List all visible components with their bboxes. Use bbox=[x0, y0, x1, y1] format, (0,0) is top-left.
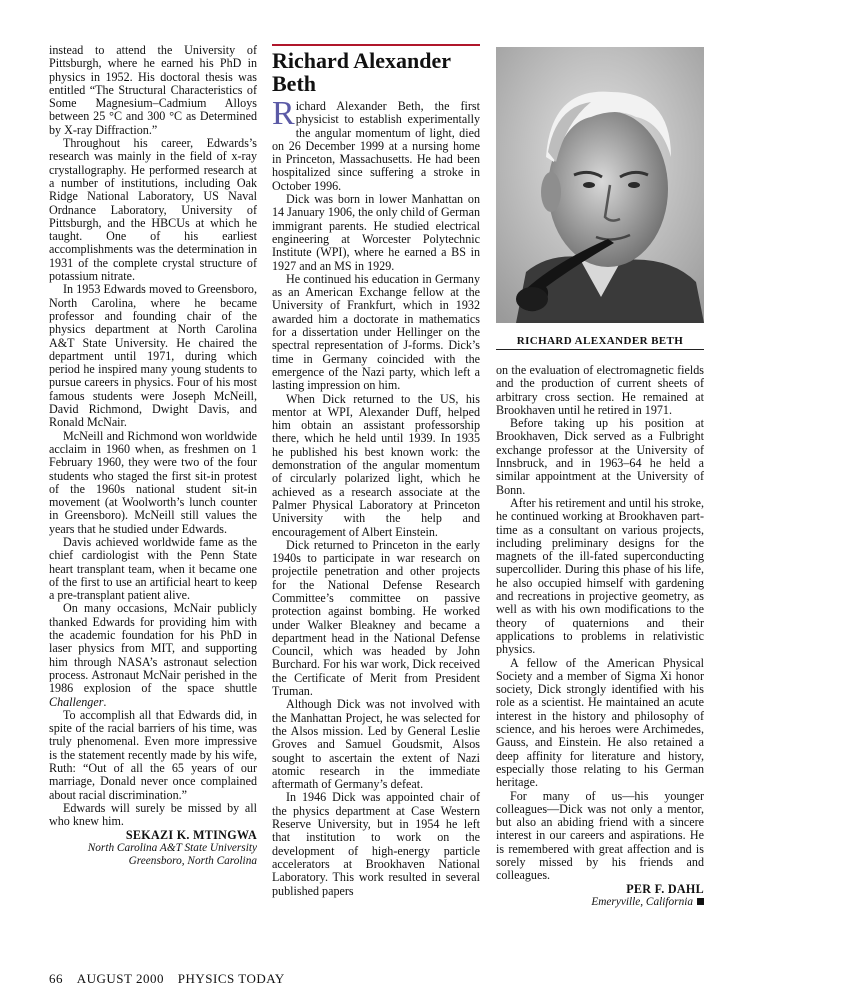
author-location bbox=[496, 896, 704, 909]
paragraph: When Dick returned to the US, his mentor at WPI, Alexander Duff, helped him obtain an assistant professorship there, which he held until 1939. In 1935 he published his best known work: the demonstration of the angular momentum of circularly polarized light, which he achieved as a research associate at the Palmer Physical Laboratory at Princeton University with the help and encouragement of Albert Einstein. bbox=[272, 391, 480, 539]
beth-obituary-column-2 bbox=[496, 364, 704, 909]
page-number: 66 bbox=[49, 971, 63, 986]
caption-rule bbox=[496, 349, 704, 350]
paragraph: In 1953 Edwards moved to Greensboro, North Carolina, where he became professor and founding chair of the physics department at North Carolina A&T State University. He chaired the department until 1971, during which period he inspired many young students to pursue careers in physics. Four of his most famous students were Joseph McNeill, David Richmond, Dwight Davis, and Ronald McNair. bbox=[49, 282, 257, 430]
drop-cap: R bbox=[272, 95, 295, 132]
author-name: PER F. DAHL bbox=[626, 881, 704, 896]
paragraph: Dick returned to Princeton in the early 1940s to participate in war research on projectile penetration and other projects for the National Defense Research Committee’s committee on passive protection against bombing. He worked under Walker Bleakney and became a department head in the National Defense Council, which was headed by John Burchard. For his war work, Dick received the Certificate of Merit from President Truman. bbox=[272, 537, 480, 699]
paragraph-text: . bbox=[103, 694, 107, 709]
paragraph: For many of us—his younger colleagues—Dick was not only a mentor, but also an abiding friend with a sincere interest in our careers and aspirations. He is remembered with great affection and is sorely missed by his friends and colleagues. bbox=[496, 788, 704, 883]
author-location: Greensboro, North Carolina bbox=[128, 854, 257, 867]
portrait-photo bbox=[496, 47, 704, 323]
paragraph: He continued his education in Germany as an American Exchange fellow at the University of Frankfurt, which in 1932 awarded him a doctorate in mathematics for a dissertation under Hellinger on the spectral representation of J-forms. Dick’s time in Germany coincided with the emergence of the Nazi party, which left a lasting impression on him. bbox=[272, 271, 480, 393]
author-signature bbox=[49, 829, 257, 842]
paragraph-text: ichard Alexander Beth, the first physicist to establish experimentally the angular momentum of light, died on 26 December 1999 at a nursing home in Princeton, Massachusetts. He had been hospitalized since suffering a stroke in October 1996. bbox=[272, 99, 480, 193]
page-footer bbox=[49, 971, 295, 987]
paragraph: In 1946 Dick was appointed chair of the physics department at Case Western Reserve University, but in 1954 he left that institution to work on the development of high-energy particle accelerators at Brookhaven National Laboratory. This work resulted in several published papers bbox=[272, 790, 480, 898]
paragraph: McNeill and Richmond won worldwide acclaim in 1960 when, as freshmen on 1 February 1960, they were two of the four students who staged the first sit-in protest of the 1960s national student sit-in movement (at Woolworth’s lunch counter in Greensboro). McNeill still values the years that he studied under Edwards. bbox=[49, 428, 257, 536]
portrait-illustration bbox=[496, 47, 704, 323]
paragraph: Throughout his career, Edwards’s research was mainly in the field of x-ray crystallography. He performed research at a number of institutions, including Oak Ridge National Laboratory, US Naval Ordnance Laboratory, University of Pittsburgh, and the HBCUs at which he taught. One of his earliest accomplishments was the determination in 1931 of the complete crystal structure of potassium nitrate. bbox=[49, 136, 257, 284]
author-name: SEKAZI K. MTINGWA bbox=[125, 827, 257, 842]
paragraph: Before taking up his position at Brookhaven, Dick served as a Fulbright exchange professor at the University of Innsbruck, and in 1963–64 he held a similar appointment at the University of Bonn. bbox=[496, 416, 704, 497]
paragraph: Davis achieved worldwide fame as the chief cardiologist with the Penn State heart transplant team, when it became one of the first to use an artificial heart to keep a pre-transplant patient alive. bbox=[49, 534, 257, 603]
paragraph: Edwards will surely be missed by all who knew him. bbox=[49, 800, 257, 829]
previous-obituary-column bbox=[49, 44, 257, 867]
magazine-name: PHYSICS TODAY bbox=[177, 971, 285, 986]
photo-caption: RICHARD ALEXANDER BETH bbox=[516, 335, 684, 347]
beth-obituary-column-1 bbox=[272, 44, 480, 898]
obituary-title: Richard Alexander Beth bbox=[272, 48, 451, 96]
end-mark-icon bbox=[697, 898, 704, 905]
paragraph bbox=[49, 602, 257, 708]
title-rule bbox=[272, 44, 480, 46]
paragraph: instead to attend the University of Pittsburgh, where he earned his PhD in physics in 1952. His doctoral thesis was entitled “The Structural Characteristics of Some Magnesium–Cadmium Alloys between 25 °C and 300 °C as Determined by X-ray Diffraction.” bbox=[49, 43, 257, 137]
paragraph: on the evaluation of electromagnetic fields and the production of current sheets of arbitrary cross section. He remained at Brookhaven until he retired in 1971. bbox=[496, 363, 704, 417]
paragraph: Although Dick was not involved with the Manhattan Project, he was selected for the Alsos mission. Led by General Leslie Groves and Samuel Goudsmit, Alsos sought to ascertain the extent of Nazi atomic research in the immediate aftermath of Germany’s defeat. bbox=[272, 697, 480, 792]
author-affiliation: North Carolina A&T State University bbox=[87, 841, 257, 854]
paragraph: Dick was born in lower Manhattan on 14 January 1906, the only child of German immigrant parents. He studied electrical engineering at Worcester Polytechnic Institute (WPI), where he earned a BS in 1927 and an MS in 1929. bbox=[272, 192, 480, 273]
paragraph bbox=[272, 95, 480, 193]
paragraph: A fellow of the American Physical Society and a member of Sigma Xi honor society, Dick strongly identified with his role as a scientist. He maintained an acute interest in the history and philosophy of science, and his heroes were Archimedes, Gauss, and Einstein. He also retained a deep affinity for literature and history, especially those relating to his German heritage. bbox=[496, 655, 704, 790]
shuttle-name: Challenger bbox=[49, 694, 104, 709]
paragraph: To accomplish all that Edwards did, in spite of the racial barriers of his time, was truly phenomenal. Even more impressive is the statement recently made by his wife, Ruth: “Out of all the 65 years of our marriage, Donald never once complained about racial discrimination.” bbox=[49, 707, 257, 802]
author-signature bbox=[496, 883, 704, 896]
affiliation-text: Emeryville, California bbox=[591, 895, 693, 908]
paragraph: After his retirement and until his stroke, he continued working at Brookhaven part-time as a consultant on various projects, including preliminary designs for the magnets of the ill-fated superconducting supercollider. During this phase of his life, he also occupied himself with gardening and recreations in projective geometry, as well as with his own modifications to the theory of quaternions and their applications to problems in relativistic physics. bbox=[496, 495, 704, 657]
issue-date: AUGUST 2000 bbox=[76, 971, 164, 986]
paragraph-text: On many occasions, McNair publicly thanked Edwards for providing him with the academic foundation for his PhD in laser physics from MIT, and supporting him through NASA’s astronaut selection process. Astronaut McNair perished in the 1986 explosion of the space shuttle bbox=[49, 601, 257, 696]
